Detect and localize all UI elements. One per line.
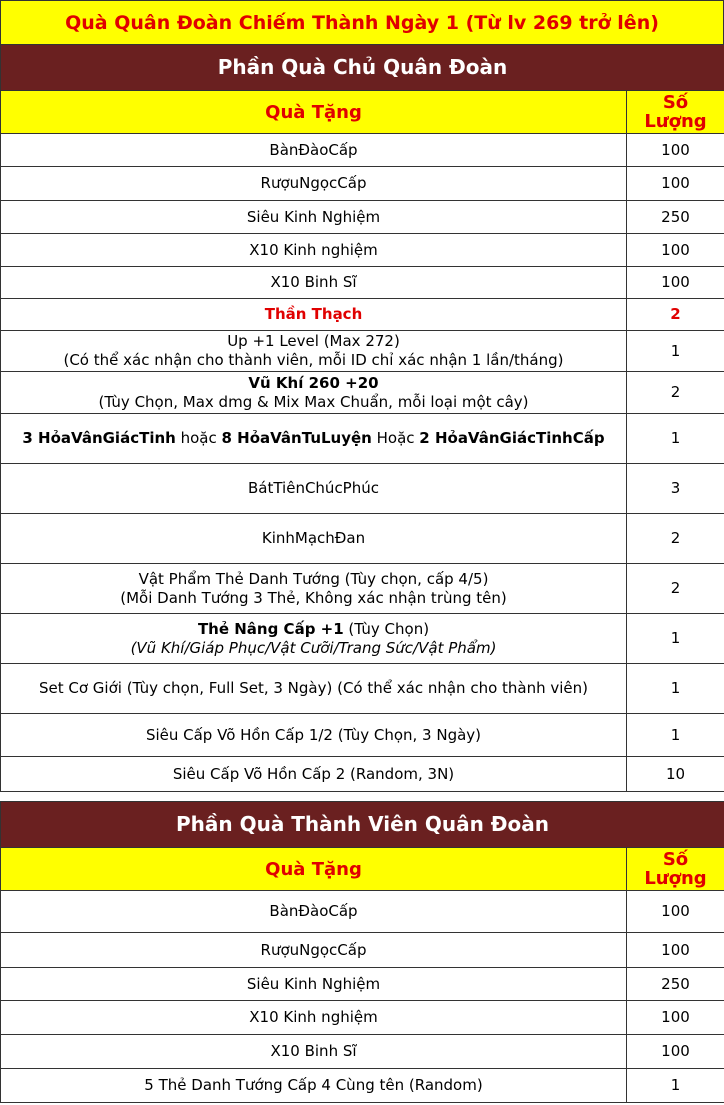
- table-row: [1, 1035, 724, 1069]
- member-gift-table: [0, 801, 724, 1103]
- gift-name: Vũ Khí 260 +20: [248, 373, 379, 392]
- gift-name: Thần Thạch: [1, 299, 627, 331]
- gift-qty: 2: [627, 564, 724, 614]
- table-row: [1, 267, 724, 299]
- page-title: Quà Quân Đoàn Chiếm Thành Ngày 1 (Từ lv 269 trở lên): [0, 0, 724, 45]
- gift-qty: 2: [627, 372, 724, 414]
- gift-name: Siêu Cấp Võ Hồn Cấp 2 (Random, 3N): [1, 757, 627, 792]
- gift-name: X10 Kinh nghiệm: [1, 1001, 627, 1035]
- gift-qty: 1: [627, 331, 724, 372]
- table-row: [1, 891, 724, 933]
- gift-name: KinhMạchĐan: [1, 514, 627, 564]
- table-row: [1, 1001, 724, 1035]
- gift-cell: [1, 614, 627, 664]
- gift-name: BátTiênChúcPhúc: [1, 464, 627, 514]
- table-row: [1, 614, 724, 664]
- gift-name: RượuNgọcCấp: [1, 933, 627, 968]
- gift-qty: 250: [627, 968, 724, 1001]
- table-row: [1, 564, 724, 614]
- table-row: [1, 757, 724, 792]
- table-row: [1, 167, 724, 201]
- gift-cell: [1, 564, 627, 614]
- table-row: [1, 414, 724, 464]
- gift-qty: 1: [627, 1069, 724, 1103]
- table-row: [1, 134, 724, 167]
- gift-note: (Có thể xác nhận cho thành viên, mỗi ID chỉ xác nhận 1 lần/tháng): [63, 351, 564, 369]
- table-row: [1, 201, 724, 234]
- gift-name: Set Cơ Giới (Tùy chọn, Full Set, 3 Ngày) (Có thể xác nhận cho thành viên): [1, 664, 627, 714]
- col-gift-header: Quà Tặng: [1, 848, 627, 891]
- gift-name-suffix: (Tùy Chọn): [343, 619, 430, 638]
- gift-name: Up +1 Level (Max 272): [227, 332, 400, 350]
- gift-note: (Vũ Khí/Giáp Phục/Vật Cưỡi/Trang Sức/Vật Phẩm): [130, 638, 497, 657]
- gift-name: 5 Thẻ Danh Tướng Cấp 4 Cùng tên (Random): [1, 1069, 627, 1103]
- gift-name: X10 Binh Sĩ: [1, 267, 627, 299]
- gift-name: BànĐàoCấp: [1, 891, 627, 933]
- gift-qty: 100: [627, 933, 724, 968]
- gift-qty: 1: [627, 614, 724, 664]
- gift-name: X10 Binh Sĩ: [1, 1035, 627, 1069]
- section-header: [1, 45, 724, 91]
- gift-qty: 3: [627, 464, 724, 514]
- column-header-row: [1, 91, 724, 134]
- gift-qty: 1: [627, 414, 724, 464]
- gift-name: Siêu Kinh Nghiệm: [1, 201, 627, 234]
- gift-part: 2 HỏaVânGiácTinhCấp: [419, 429, 605, 447]
- gift-qty: 100: [627, 167, 724, 201]
- table-row: [1, 968, 724, 1001]
- gift-qty: 1: [627, 714, 724, 757]
- table-row-highlight: [1, 299, 724, 331]
- gift-part: hoặc: [175, 429, 222, 447]
- gift-name: Vật Phẩm Thẻ Danh Tướng (Tùy chọn, cấp 4/5): [138, 569, 489, 588]
- gift-qty: 100: [627, 1001, 724, 1035]
- gift-qty: 250: [627, 201, 724, 234]
- table-row: [1, 331, 724, 372]
- gift-qty: 100: [627, 267, 724, 299]
- gift-part: 3 HỏaVânGiácTinh: [22, 429, 176, 447]
- gift-note: (Mỗi Danh Tướng 3 Thẻ, Không xác nhận trùng tên): [120, 588, 507, 607]
- gift-cell: [1, 414, 627, 464]
- table-row: [1, 714, 724, 757]
- gift-note: (Tùy Chọn, Max dmg & Mix Max Chuẩn, mỗi loại một cây): [98, 392, 529, 411]
- table-row: [1, 933, 724, 968]
- table-row: [1, 234, 724, 267]
- column-header-row: [1, 848, 724, 891]
- table-row: [1, 664, 724, 714]
- gift-part: 8 HỏaVânTuLuyện: [221, 429, 372, 447]
- gift-name: Thẻ Nâng Cấp +1: [197, 619, 344, 638]
- section-header: [1, 802, 724, 848]
- gift-qty: 10: [627, 757, 724, 792]
- table-row: [1, 464, 724, 514]
- table-row: [1, 1069, 724, 1103]
- table-row: [1, 372, 724, 414]
- gift-cell: [1, 331, 627, 372]
- gift-qty: 2: [627, 299, 724, 331]
- gift-qty: 100: [627, 1035, 724, 1069]
- gift-name: Siêu Kinh Nghiệm: [1, 968, 627, 1001]
- section-title: Phần Quà Chủ Quân Đoàn: [1, 45, 724, 91]
- col-gift-header: Quà Tặng: [1, 91, 627, 134]
- gift-qty: 100: [627, 234, 724, 267]
- table-row: [1, 514, 724, 564]
- gift-name: BànĐàoCấp: [1, 134, 627, 167]
- gift-qty: 1: [627, 664, 724, 714]
- col-qty-header: Số Lượng: [627, 91, 724, 134]
- gift-name: X10 Kinh nghiệm: [1, 234, 627, 267]
- gift-name: Siêu Cấp Võ Hồn Cấp 1/2 (Tùy Chọn, 3 Ngày): [1, 714, 627, 757]
- gift-qty: 100: [627, 891, 724, 933]
- leader-gift-table: [0, 44, 724, 792]
- section-title: Phần Quà Thành Viên Quân Đoàn: [1, 802, 724, 848]
- gift-part: Hoặc: [371, 429, 420, 447]
- gift-cell: [1, 372, 627, 414]
- col-qty-header: Số Lượng: [627, 848, 724, 891]
- gift-name: RượuNgọcCấp: [1, 167, 627, 201]
- gift-qty: 2: [627, 514, 724, 564]
- gift-qty: 100: [627, 134, 724, 167]
